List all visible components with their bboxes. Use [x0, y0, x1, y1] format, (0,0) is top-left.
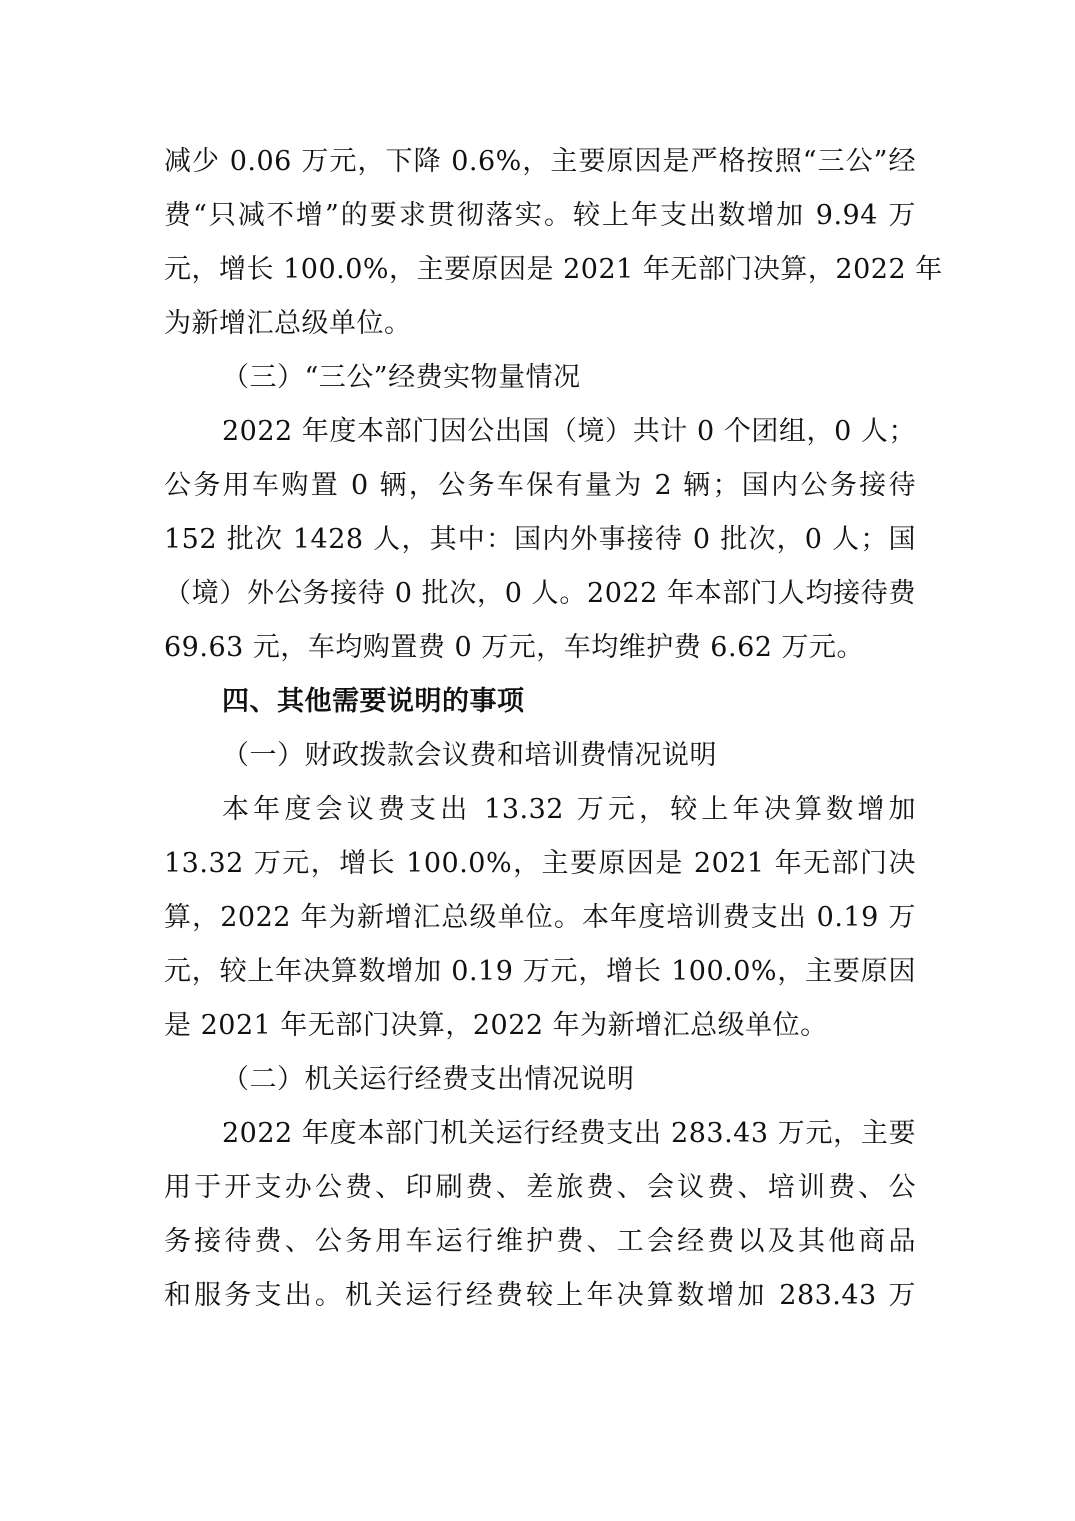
subsection-heading: （二）机关运行经费支出情况说明 — [222, 1064, 635, 1095]
paragraph-line: 减少 0.06 万元，下降 0.6%，主要原因是严格按照“三公”经 — [164, 146, 916, 177]
paragraph-line: 和服务支出。机关运行经费较上年决算数增加 283.43 万 — [164, 1280, 916, 1311]
paragraph-line: （境）外公务接待 0 批次，0 人。2022 年本部门人均接待费 — [164, 578, 916, 609]
paragraph-line: 2022 年度本部门机关运行经费支出 283.43 万元，主要 — [222, 1118, 916, 1149]
paragraph-line: 用于开支办公费、印刷费、差旅费、会议费、培训费、公 — [164, 1172, 916, 1203]
paragraph-line: 算，2022 年为新增汇总级单位。本年度培训费支出 0.19 万 — [164, 902, 916, 933]
paragraph-line: 2022 年度本部门因公出国（境）共计 0 个团组，0 人； — [222, 416, 916, 447]
paragraph-line: 元，较上年决算数增加 0.19 万元，增长 100.0%，主要原因 — [164, 956, 916, 987]
subsection-heading: （一）财政拨款会议费和培训费情况说明 — [222, 740, 717, 771]
paragraph-line: 本年度会议费支出 13.32 万元，较上年决算数增加 — [222, 794, 916, 825]
document-page — [164, 135, 943, 1323]
paragraph-line: 69.63 元，车均购置费 0 万元，车均维护费 6.62 万元。 — [164, 632, 865, 663]
paragraph-line: 公务用车购置 0 辆，公务车保有量为 2 辆；国内公务接待 — [164, 470, 916, 501]
paragraph-line: 是 2021 年无部门决算，2022 年为新增汇总级单位。 — [164, 1010, 828, 1041]
paragraph-line: 费“只减不增”的要求贯彻落实。较上年支出数增加 9.94 万 — [164, 200, 916, 231]
paragraph-line: 为新增汇总级单位。 — [164, 308, 412, 339]
paragraph-line: 务接待费、公务用车运行维护费、工会经费以及其他商品 — [164, 1226, 916, 1257]
subsection-heading: （三）“三公”经费实物量情况 — [222, 362, 581, 393]
paragraph-line: 元，增长 100.0%，主要原因是 2021 年无部门决算，2022 年 — [164, 254, 943, 285]
paragraph-line: 13.32 万元，增长 100.0%，主要原因是 2021 年无部门决 — [164, 848, 916, 879]
section-heading: 四、其他需要说明的事项 — [222, 686, 525, 717]
paragraph-line: 152 批次 1428 人，其中：国内外事接待 0 批次，0 人；国 — [164, 524, 916, 555]
